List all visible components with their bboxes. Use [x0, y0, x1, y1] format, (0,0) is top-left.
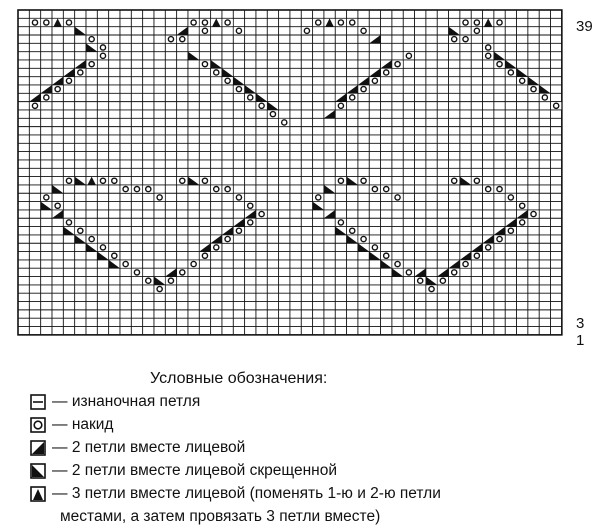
yarn-over-icon [30, 417, 46, 433]
legend-item-purl [30, 392, 200, 412]
legend-item-k3tog [30, 484, 441, 504]
legend-label-yarn-over: накид [71, 416, 114, 433]
legend-label-k2tog-tbl: 2 петли вместе лицевой скрещенной [71, 462, 337, 479]
legend-dash: — [52, 485, 68, 502]
legend-dash: — [52, 416, 68, 433]
legend-dash: — [52, 393, 68, 410]
legend-title: Условные обозначения: [150, 370, 328, 387]
row-number-39: 39 [576, 18, 593, 35]
legend-dash: — [52, 462, 68, 479]
row-number-3: 3 [576, 315, 585, 332]
k2tog-icon [30, 440, 46, 456]
legend-item-yarn-over [30, 415, 113, 435]
legend-label-purl: изнаночная петля [71, 393, 201, 410]
purl-stitch-icon [30, 394, 46, 410]
k2tog-tbl-icon [30, 463, 46, 479]
legend-label-k3tog-continuation: местами, а затем провязать 3 петли вместе) [60, 508, 381, 525]
k3tog-icon [30, 486, 46, 502]
legend-item-k2tog [30, 438, 245, 458]
legend-item-k2tog-tbl [30, 461, 337, 481]
legend-dash: — [52, 439, 68, 456]
row-number-1: 1 [576, 332, 585, 349]
legend-label-k2tog: 2 петли вместе лицевой [71, 439, 246, 456]
legend-label-k3tog: 3 петли вместе лицевой (поменять 1-ю и 2-ю петли [71, 485, 441, 502]
